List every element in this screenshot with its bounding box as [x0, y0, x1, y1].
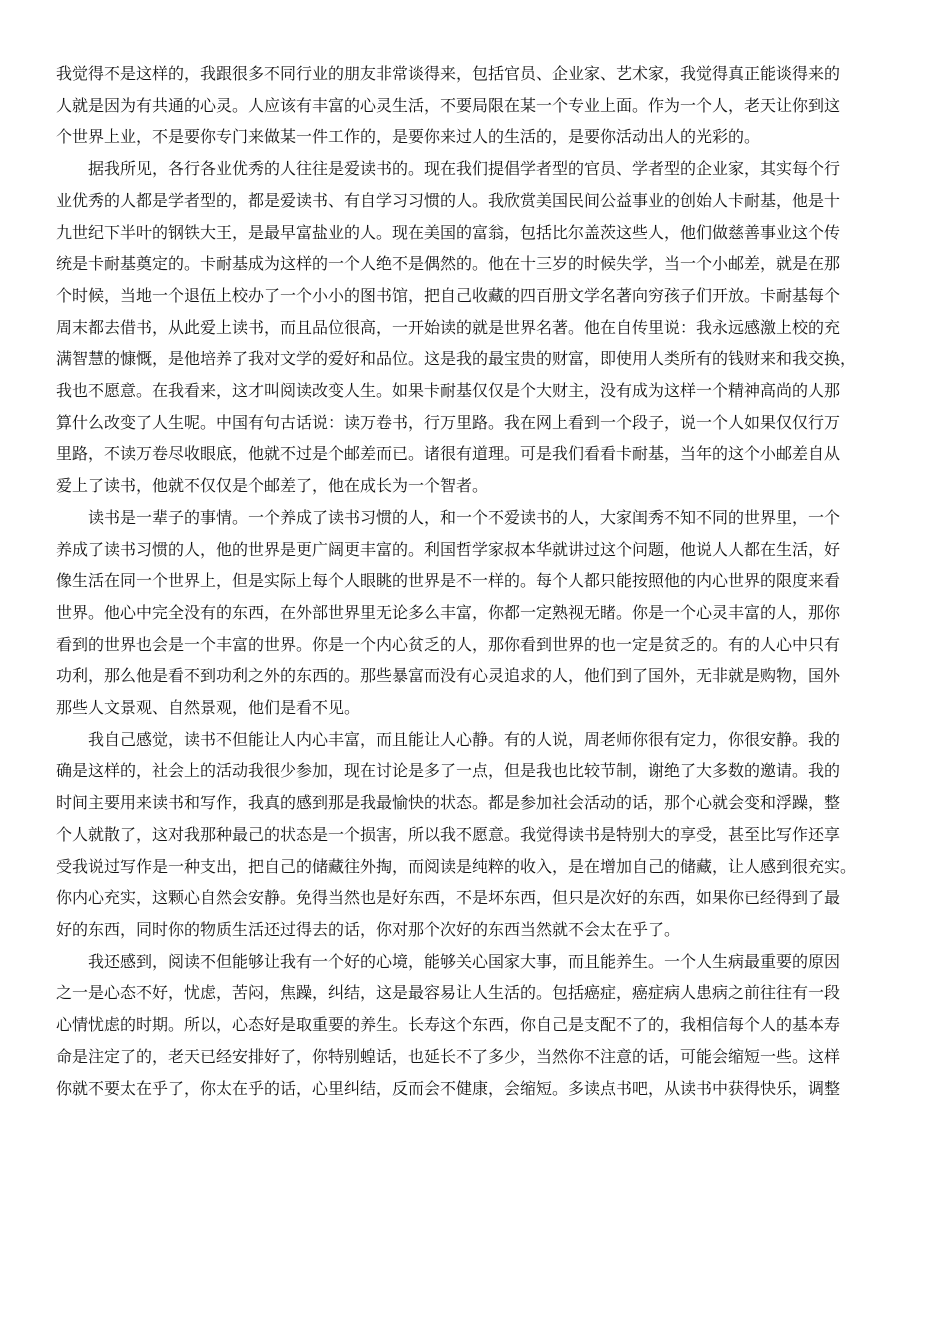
text-line: 你内心充实，这颗心自然会安静。免得当然也是好东西，不是坏东西，但只是次好的东西，如果你已经得到了最 [56, 888, 841, 908]
text-line: 我觉得不是这样的，我跟很多不同行业的朋友非常谈得来，包括官员、企业家、艺术家，我觉得真正能谈得来的 [56, 64, 841, 83]
text-line: 据我所见，各行各业优秀的人往往是爱读书的。现在我们提倡学者型的官员、学者型的企业家，其实每个行 [88, 159, 841, 179]
text-line: 功利，那么他是看不到功利之外的东西的。那些暴富而没有心灵追求的人，他们到了国外，无非就是购物，国外 [56, 666, 841, 686]
text-line: 个世界上业，不是要你专门来做某一件工作的，是要你来过人的生活的，是要你活动出人的光彩的。 [56, 127, 761, 147]
text-line: 我也不愿意。在我看来，这才叫阅读改变人生。如果卡耐基仅仅是个大财主，没有成为这样一个精神高尚的人那 [56, 381, 841, 401]
text-line: 满智慧的慷慨，是他培养了我对文学的爱好和品位。这是我的最宝贵的财富，即使用人类所有的钱财来和我交换， [56, 349, 857, 369]
text-line: 里路，不读万卷尽收眼底，他就不过是个邮差而已。诸很有道理。可是我们看看卡耐基，当年的这个小邮差自从 [56, 444, 841, 464]
text-line: 看到的世界也会是一个丰富的世界。你是一个内心贫乏的人，那你看到世界的也一定是贫乏的。有的人心中只有 [56, 634, 841, 654]
text-line: 受我说过写作是一种支出，把自己的储藏往外掏，而阅读是纯粹的收入，是在增加自己的储藏，让人感到很充实。 [56, 856, 857, 876]
text-line: 心情忧虑的时期。所以，心态好是取重要的养生。长寿这个东西，你自己是支配不了的，我相信每个人的基本寿 [56, 1015, 841, 1035]
text-line: 个人就散了，这对我那种最己的状态是一个损害，所以我不愿意。我觉得读书是特别大的享受，甚至比写作还享 [56, 824, 841, 844]
text-line: 读书是一辈子的事情。一个养成了读书习惯的人，和一个不爱读书的人，大家闺秀不知不同的世界里，一个 [88, 507, 841, 527]
text-line: 命是注定了的，老天已经安排好了，你特别蝗话，也延长不了多少，当然你不注意的话，可能会缩短一些。这样 [56, 1046, 841, 1066]
text-line: 养成了读书习惯的人，他的世界是更广阔更丰富的。利国哲学家叔本华就讲过这个问题，他说人人都在生活，好 [56, 539, 841, 559]
text-line: 人就是因为有共通的心灵。人应该有丰富的心灵生活，不要局限在某一个专业上面。作为一个人，老天让你到这 [56, 95, 841, 115]
text-line: 世界。他心中完全没有的东西，在外部世界里无论多么丰富，你都一定熟视无睹。你是一个心灵丰富的人，那你 [56, 602, 841, 622]
text-line: 周末都去借书，从此爱上读书，而且品位很高，一开始读的就是世界名著。他在自传里说：我永远感激上校的充 [56, 317, 841, 337]
text-line: 个时候，当地一个退伍上校办了一个小小的图书馆，把自己收藏的四百册文学名著向穷孩子们开放。卡耐基每个 [56, 285, 841, 305]
text-line: 之一是心态不好，忧虑，苦闷，焦躁，纠结，这是最容易让人生活的。包括癌症，癌症病人患病之前往往有一段 [56, 983, 841, 1003]
text-line: 时间主要用来读书和写作，我真的感到那是我最愉快的状态。都是参加社会活动的话，那个心就会变和浮躁，整 [56, 793, 841, 813]
text-line: 我还感到，阅读不但能够让我有一个好的心境，能够关心国家大事，而且能养生。一个人生病最重要的原因 [88, 951, 841, 971]
text-line: 确是这样的，社会上的活动我很少参加，现在讨论是多了一点，但是我也比较节制，谢绝了大多数的邀请。我的 [56, 761, 841, 781]
text-line: 算什么改变了人生呢。中国有句古话说：读万卷书，行万里路。我在网上看到一个段子，说一个人如果仅仅行万 [56, 412, 841, 432]
paragraph-2 [56, 153, 914, 502]
text-line: 爱上了读书，他就不仅仅是个邮差了，他在成长为一个智者。 [56, 476, 489, 496]
text-line: 像生活在同一个世界上，但是实际上每个人眼眺的世界是不一样的。每个人都只能按照他的内心世界的限度来看 [56, 571, 841, 591]
paragraph-3 [56, 502, 914, 724]
text-line: 九世纪下半叶的钢铁大王，是最早富盐业的人。现在美国的富翁，包括比尔盖茨这些人，他们做慈善事业这个传 [56, 222, 841, 242]
text-line: 那些人文景观、自然景观，他们是看不见。 [56, 698, 361, 718]
text-line: 你就不要太在乎了，你太在乎的话，心里纠结，反而会不健康，会缩短。多读点书吧，从读书中获得快乐，调整 [56, 1078, 841, 1098]
paragraph-4 [56, 724, 914, 946]
paragraph-5 [56, 946, 914, 1105]
text-line: 业优秀的人都是学者型的，都是爱读书、有自学习习惯的人。我欣赏美国民间公益事业的创始人卡耐基，他是十 [56, 190, 841, 210]
text-line: 我自己感觉，读书不但能让人内心丰富，而且能让人心静。有的人说，周老师你很有定力，你很安静。我的 [88, 729, 841, 749]
text-line: 好的东西，同时你的物质生活还过得去的话，你对那个次好的东西当然就不会太在乎了。 [56, 919, 681, 939]
text-line: 统是卡耐基奠定的。卡耐基成为这样的一个人绝不是偶然的。他在十三岁的时候失学，当一个小邮差，就是在那 [56, 254, 841, 274]
document-page [56, 58, 914, 1104]
paragraph-1 [56, 58, 914, 153]
